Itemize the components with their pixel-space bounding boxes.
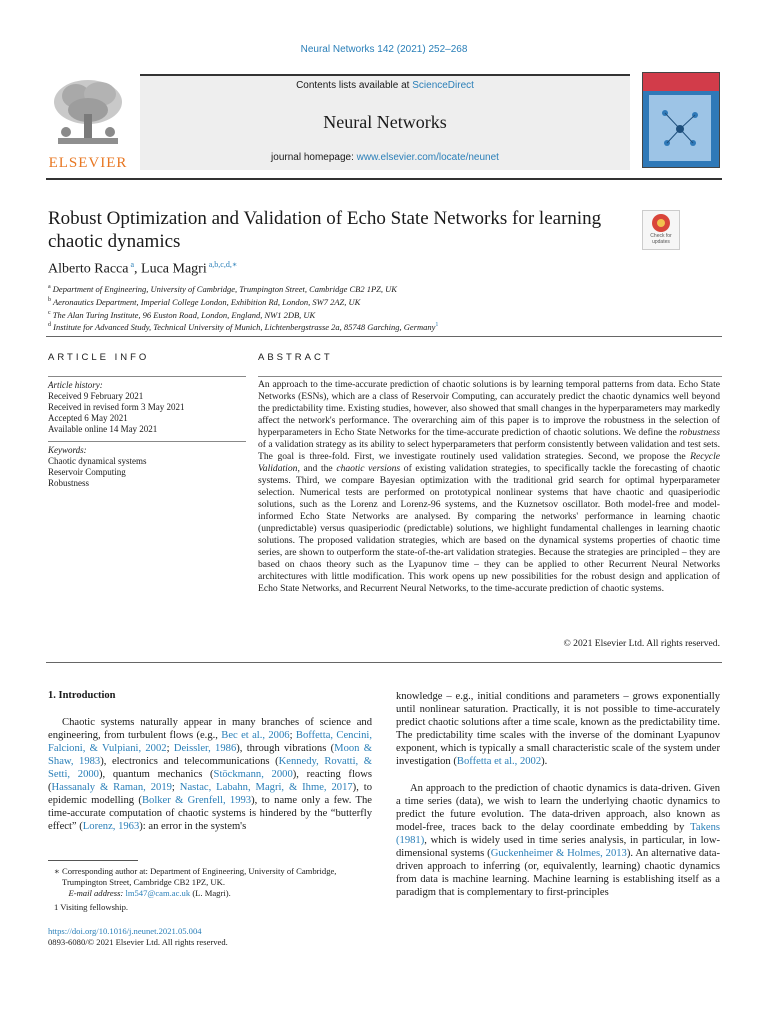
abstract-term: Recycle Validation bbox=[258, 451, 720, 474]
citation-link[interactable]: Nastac, Labahn, Magri, & Ihme, 2017 bbox=[179, 782, 353, 793]
citation-link[interactable]: Takens (1981) bbox=[396, 822, 720, 846]
affiliation-list bbox=[48, 282, 438, 333]
abstract-divider bbox=[258, 376, 722, 377]
journal-cover-image[interactable] bbox=[642, 72, 720, 168]
history-item: Available online 14 May 2021 bbox=[48, 424, 158, 434]
keyword-list bbox=[48, 445, 146, 489]
homepage-line bbox=[140, 152, 630, 163]
abstract-term: chaotic versions bbox=[336, 463, 401, 474]
keywords-heading: Keywords: bbox=[48, 445, 87, 455]
text-run: ), quantum mechanics ( bbox=[98, 769, 214, 780]
citation-link[interactable]: Boffetta et al., 2002 bbox=[456, 756, 542, 767]
visiting-fellowship-footnote: 1 Visiting fellowship. bbox=[54, 902, 129, 912]
affiliation-item: $^a$ Department of Engineering, University of Cambridge, Trumpington Street, Cambridge CB2 1PZ, UK bbox=[48, 283, 397, 294]
cover-title-bar bbox=[643, 73, 719, 91]
body-paragraph bbox=[396, 690, 720, 768]
text-run: ), electronics and telecommunications ( bbox=[100, 756, 279, 767]
footnotes bbox=[48, 866, 372, 913]
affiliation-item: $^d$ Institute for Advanced Study, Technical University of Munich, Lichtenbergstrasse 2a, 85748 Garching, Germany$^1$ bbox=[48, 322, 439, 333]
article-info-divider bbox=[48, 376, 246, 377]
elsevier-wordmark: ELSEVIER bbox=[48, 155, 128, 171]
issn-copyright: 0893-6080/© 2021 Elsevier Ltd. All rights reserved. bbox=[48, 937, 228, 947]
abstract-term: robustness bbox=[679, 427, 720, 438]
copyright-notice: © 2021 Elsevier Ltd. All rights reserved. bbox=[563, 638, 720, 649]
citation-link[interactable]: Kennedy, Rovatti, & Setti, 2000 bbox=[48, 756, 372, 780]
keyword-item: Robustness bbox=[48, 478, 90, 488]
citation-link[interactable]: Deissler, 1986 bbox=[173, 743, 237, 754]
journal-homepage-link[interactable]: www.elsevier.com/locate/neunet bbox=[356, 152, 499, 163]
text-run: , which is widely used in time series analysis, in particular, in low-dimensional systems ( bbox=[396, 835, 720, 859]
keyword-item: Chaotic dynamical systems bbox=[48, 456, 147, 466]
text-run: An approach to the prediction of chaotic dynamics is data-driven. Given a time series (data), we wish to learn the underlying chaotic dynamics to predict the future evolution. The data-driven approach, also known as model-free, traces back to the delay coordinate embedding by bbox=[396, 783, 720, 833]
author-affiliation-marks[interactable]: a,b,c,d,∗ bbox=[208, 260, 238, 269]
cover-network-icon bbox=[655, 103, 705, 153]
citation-link[interactable]: Stöckmann, 2000 bbox=[213, 769, 293, 780]
crossmark-icon bbox=[652, 214, 670, 232]
journal-header-box bbox=[140, 74, 630, 170]
citation-link[interactable]: Bec et al., 2006 bbox=[221, 730, 290, 741]
text-run: knowledge – e.g., initial conditions and parameters – grows exponentially until nonlinear saturation. Practically, it is not possible to time-accurately predict chaotic solutions after a time scale, known as the predictability time. The predictability time scales with the inverse of the dominant Lyapunov exponent, which is typically a small characteristic scale of the system under investigation ( bbox=[396, 691, 720, 767]
text-run: ), to name only a few. The time-accurate computation of chaotic systems is hindered by the “butterfly effect” ( bbox=[48, 795, 373, 832]
check-for-updates-button[interactable] bbox=[642, 210, 680, 250]
author-name[interactable]: Alberto Racca bbox=[48, 261, 129, 277]
crossmark-label: Check for updates bbox=[650, 233, 672, 245]
text-run: ), through vibrations ( bbox=[236, 743, 335, 754]
keyword-item: Reservoir Computing bbox=[48, 467, 126, 477]
email-label: E-mail address: bbox=[68, 888, 124, 898]
article-info-heading: ARTICLE INFO bbox=[48, 352, 150, 363]
footnote-divider bbox=[48, 860, 138, 861]
history-item: Accepted 6 May 2021 bbox=[48, 413, 128, 423]
citation-link[interactable]: Bolker & Grenfell, 1993 bbox=[141, 795, 252, 806]
body-paragraph bbox=[48, 716, 372, 833]
article-history bbox=[48, 380, 184, 435]
homepage-prefix: journal homepage: bbox=[271, 152, 357, 163]
history-item: Received 9 February 2021 bbox=[48, 391, 144, 401]
corresponding-author-footnote: ∗ Corresponding author at: Department of Engineering, University of Cambridge, Trumpington Street, Cambridge CB2 1PZ, UK. E-mail address: lm547@cam.ac.uk (L. Magri). bbox=[54, 866, 337, 898]
text-run: ). bbox=[541, 756, 548, 767]
footnote-mark: 1 bbox=[54, 902, 59, 912]
text-run: ; bbox=[166, 743, 174, 754]
abstract-heading: ABSTRACT bbox=[258, 352, 333, 363]
text-run: ; bbox=[289, 730, 296, 741]
doi-link[interactable]: https://doi.org/10.1016/j.neunet.2021.05.004 bbox=[48, 926, 202, 936]
citation-link[interactable]: Guckenheimer & Holmes, 2013 bbox=[490, 848, 627, 859]
text-run: ): an error in the system's bbox=[139, 821, 247, 832]
author-list bbox=[48, 260, 237, 278]
text-run: Chaotic systems naturally appear in many branches of science and engineering, from turbulent flows (e.g., bbox=[48, 717, 372, 741]
journal-citation[interactable]: Neural Networks 142 (2021) 252–268 bbox=[300, 44, 468, 55]
abstract-bottom-divider bbox=[46, 662, 722, 663]
footnote-mark: ∗ bbox=[54, 866, 60, 876]
title-divider bbox=[46, 336, 722, 337]
header-divider bbox=[46, 178, 722, 180]
history-heading: Article history: bbox=[48, 380, 103, 390]
abstract-text: An approach to the time-accurate prediction of chaotic solutions is by learning temporal patterns from data. Echo State Networks (ESNs), which are a class of Reservoir Computing, can accurately predict the chaotic dynamics well beyond the predictability time. Existing studies, however, also showed that small changes in the hyperparameters may markedly affect the network's performance. The overarching aim of this paper is to improve the robustness in the selection of hyperparameters in Echo State Networks for the time-accurate prediction of chaotic solutions. We define the robustness of a validation strategy as its ability to select hyperparameters that perform consistently between validation and test sets. The goal is three-fold. First, we investigate routinely used validation strategies. Second, we propose the Recycle Validation, and the chaotic versions of existing validation strategies, to specifically tackle the forecasting of chaotic systems. Third, we compare Bayesian optimization with the traditional grid search for optimal hyperparameter selection. Numerical tests are performed on prototypical nonlinear systems that have chaotic and quasiperiodic solutions, such as the Lorenz and Lorenz-96 systems, and the Kuznetsov oscillator. Both model-free and model-informed Echo State Networks are analysed. By comparing the networks' performance in learning chaotic (unpredictable) versus quasiperiodic (predictable) solutions, we highlight fundamental challenges in learning chaotic solutions. The proposed validation strategies, which are based on the dynamical systems properties of chaotic time series, are shown to outperform the state-of-the-art validation strategies. Because the strategies are principled – they are based on chaos theory such as the Lyapunov time – they can be applied to other Recurrent Neural Networks architectures with little modification. This work opens up new possibilities for the robust design and application of Echo State Networks, and Recurrent Neural Networks, to the time-accurate prediction of chaotic systems. bbox=[258, 379, 721, 594]
text-run: ; bbox=[171, 782, 180, 793]
elsevier-logo bbox=[46, 74, 130, 171]
author-affiliation-marks[interactable]: a bbox=[130, 260, 135, 269]
citation-link[interactable]: Lorenz, 1963 bbox=[82, 821, 140, 832]
elsevier-tree-icon bbox=[46, 74, 130, 148]
contents-line bbox=[140, 80, 630, 91]
author-name[interactable]: Luca Magri bbox=[141, 261, 207, 277]
keywords-divider bbox=[48, 441, 246, 442]
affiliation-item: $^c$ The Alan Turing Institute, 96 Euston Road, London, England, NW1 2DB, UK bbox=[48, 309, 316, 320]
section-heading-introduction: 1. Introduction bbox=[48, 690, 116, 701]
contents-prefix: Contents lists available at bbox=[296, 80, 413, 91]
body-paragraph bbox=[396, 782, 720, 899]
text-run: ), to epidemic modelling ( bbox=[48, 782, 373, 806]
sciencedirect-link[interactable]: ScienceDirect bbox=[412, 80, 474, 91]
journal-name: Neural Networks bbox=[323, 112, 447, 132]
author-separator: , bbox=[134, 261, 142, 277]
affiliation-footnote-mark[interactable]: 1 bbox=[435, 322, 439, 329]
history-item: Received in revised form 3 May 2021 bbox=[48, 402, 185, 412]
citation-link[interactable]: Hassanaly & Raman, 2019 bbox=[51, 782, 172, 793]
text-run: ). An alternative data-driven approach to inferring (or, equivalently, learning) chaotic dynamics from data is machine learning. Machine learning is establishing itself as a paradigm that is complementary to first-principles bbox=[396, 848, 720, 898]
text-run: ), reacting flows ( bbox=[48, 769, 372, 793]
citation-link[interactable]: Boffetta, Cencini, Falcioni, & Vulpiani, 2002 bbox=[48, 730, 372, 754]
article-title: Robust Optimization and Validation of Echo State Networks for learning chaotic dynamics bbox=[48, 208, 602, 252]
citation-link[interactable]: Moon & Shaw, 1983 bbox=[48, 743, 373, 767]
doi-block bbox=[48, 926, 228, 948]
email-link[interactable]: lm547@cam.ac.uk bbox=[125, 888, 191, 898]
affiliation-item: $^b$ Aeronautics Department, Imperial College London, Exhibition Rd, London, SW7 2AZ, UK bbox=[48, 296, 361, 307]
